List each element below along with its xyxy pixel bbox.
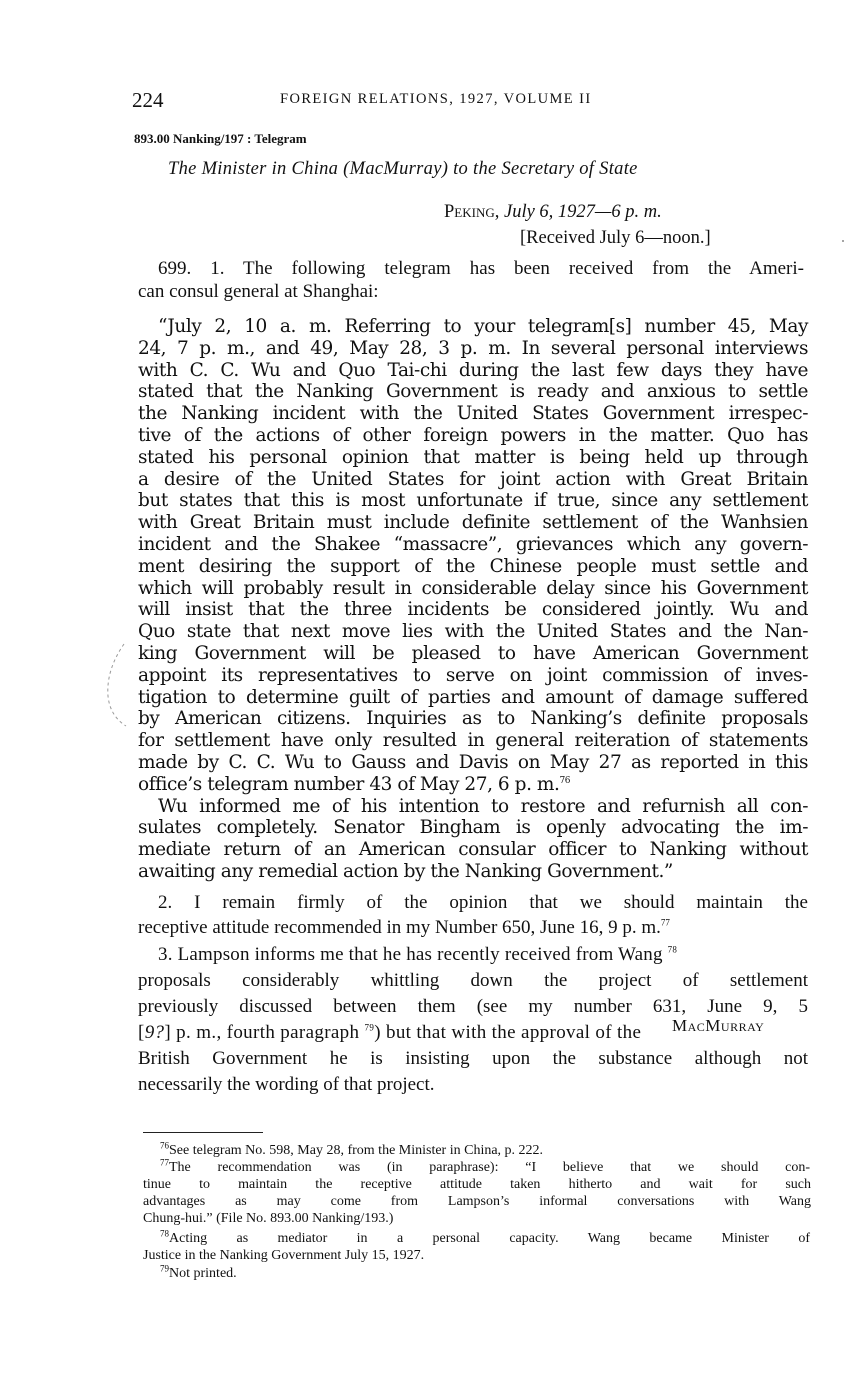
footnote-ref: 78 <box>667 944 678 955</box>
quote-line: will insist that the three incidents be considered jointly. Wu and <box>138 599 808 621</box>
footnote-line: Chung-hui.” (File No. 893.00 Nanking/193.) <box>143 1211 394 1226</box>
quote-line: tive of the actions of other foreign powers in the matter. Quo has <box>138 425 808 446</box>
file-reference: 893.00 Nanking/197 : Telegram <box>134 131 307 146</box>
quote-line: by American citizens. Inquiries as to Nanking’s definite proposals <box>138 708 808 730</box>
quote-line: Quo state that next move lies with the United States and the Nan- <box>138 621 808 643</box>
footnote-rule <box>143 1132 263 1133</box>
quote-line: tigation to determine guilt of parties and amount of damage suffered <box>138 686 808 708</box>
quote-line: made by C. C. Wu to Gauss and Davis on May 27 as reported in this <box>138 752 808 773</box>
footnote-78 <box>160 1228 810 1247</box>
footnote-line: tinue to maintain the receptive attitude taken hitherto and wait for such <box>143 1177 811 1192</box>
document-subject: The Minister in China (MacMurray) to the Secretary of State <box>168 159 638 179</box>
para3-text: ] p. m., fourth paragraph <box>164 1022 360 1043</box>
page-number: 224 <box>132 88 164 112</box>
footnote-number: 79 <box>160 1263 169 1274</box>
para3-line: necessarily the wording of that project. <box>138 1074 435 1095</box>
footnote-text: The recommendation was (in paraphrase): “I believe that we should con- <box>169 1160 810 1175</box>
quote-line: with C. C. Wu and Quo Tai-chi during the last few days they have <box>138 359 808 381</box>
quote-line: office’s telegram number 43 of May 27, 6 p. m. <box>138 773 560 795</box>
margin-bracket-mark <box>100 640 140 730</box>
para3-line <box>138 1022 641 1044</box>
footnote-text: Not printed. <box>169 1266 237 1281</box>
footnote-text: Acting as mediator in a personal capacity. Wang became Minister of <box>169 1231 810 1246</box>
para3-text: ) but that with the approval of the <box>374 1022 642 1043</box>
footnote-ref: 77 <box>660 917 670 928</box>
para2-line-last <box>138 917 670 939</box>
footnote-text: See telegram No. 598, May 28, from the Minister in China, p. 222. <box>169 1143 544 1158</box>
quote-line: for settlement have only resulted in general reiteration of statements <box>138 730 808 752</box>
quote-line: “July 2, 10 a. m. Referring to your telegram[s] number 45, May <box>158 316 808 337</box>
para3-line: proposals considerably whittling down the project of settlement <box>138 970 808 991</box>
quote-line: ment desiring the support of the Chinese people must settle and <box>138 555 808 577</box>
para3-italic: 9? <box>144 1022 165 1043</box>
signature: MacMurray <box>672 1016 765 1035</box>
quote2-line: mediate return of an American consular officer to Nanking without <box>138 839 808 861</box>
para2-line: 2. I remain firmly of the opinion that we should maintain the <box>158 892 808 913</box>
quote-line: with Great Britain must include definite settlement of the Wanhsien <box>138 512 808 534</box>
running-header <box>132 88 812 112</box>
dateline <box>444 202 662 223</box>
para1-line: 699. 1. The following telegram has been received from the Ameri- <box>158 258 804 279</box>
footnote-ref: 79 <box>364 1022 375 1033</box>
footnote-number: 78 <box>160 1228 169 1239</box>
para2-text: receptive attitude recommended in my Number 650, June 16, 9 p. m. <box>138 917 661 938</box>
quote-line: king Government will be pleased to have American Government <box>138 643 808 664</box>
quote-line: a desire of the United States for joint action with Great Britain <box>138 468 808 490</box>
para3-text: 3. Lampson informs me that he has recently received from Wang <box>158 944 663 965</box>
quote-line: appoint its representatives to serve on joint commission of inves- <box>138 664 808 686</box>
quote-line: stated his personal opinion that matter is being held up through <box>138 446 808 468</box>
footnote-number: 76 <box>160 1140 169 1151</box>
para3-line: British Government he is insisting upon the substance although not <box>138 1048 808 1069</box>
footnote-number: 77 <box>160 1157 169 1168</box>
quote-line: which will probably result in considerable delay since his Government <box>138 577 808 599</box>
dateline-date: July 6, 1927—6 p. m. <box>503 202 662 222</box>
quote2-line: Wu informed me of his intention to restore and refurnish all con- <box>158 795 808 817</box>
footnote-79 <box>160 1263 810 1282</box>
footnote-76 <box>160 1140 810 1159</box>
quote2-line: sulates completely. Senator Bingham is openly advocating the im- <box>138 817 808 839</box>
footnote-line: Justice in the Nanking Government July 15, 1927. <box>143 1248 425 1263</box>
footnote-ref: 76 <box>559 775 571 786</box>
para3-line <box>158 944 808 966</box>
running-title: FOREIGN RELATIONS, 1927, VOLUME II <box>280 91 592 107</box>
footnote-line: advantages as may come from Lampson’s informal conversations with Wang <box>143 1194 811 1209</box>
footnote-77 <box>160 1157 810 1176</box>
quote-line: incident and the Shakee “massacre”, grievances which any govern- <box>138 534 808 555</box>
quote-line: stated that the Nanking Government is ready and anxious to settle <box>138 381 808 403</box>
speck-mark <box>840 238 846 244</box>
quote-line-last <box>138 774 808 796</box>
quote2-line: awaiting any remedial action by the Nanking Government.” <box>138 861 673 882</box>
para3-line: previously discussed between them (see my number 631, June 9, 5 <box>138 996 808 1017</box>
received-note: [Received July 6—noon.] <box>520 228 711 248</box>
quote-line: but states that this is most unfortunate if true, since any settlement <box>138 490 808 512</box>
para3-bracket: [ <box>138 1022 145 1043</box>
para1-line: can consul general at Shanghai: <box>138 281 379 302</box>
quote-line: the Nanking incident with the United States Government irrespec- <box>138 403 808 425</box>
dateline-place: Peking, <box>444 202 500 222</box>
quote-line: 24, 7 p. m., and 49, May 28, 3 p. m. In several personal interviews <box>138 337 808 359</box>
